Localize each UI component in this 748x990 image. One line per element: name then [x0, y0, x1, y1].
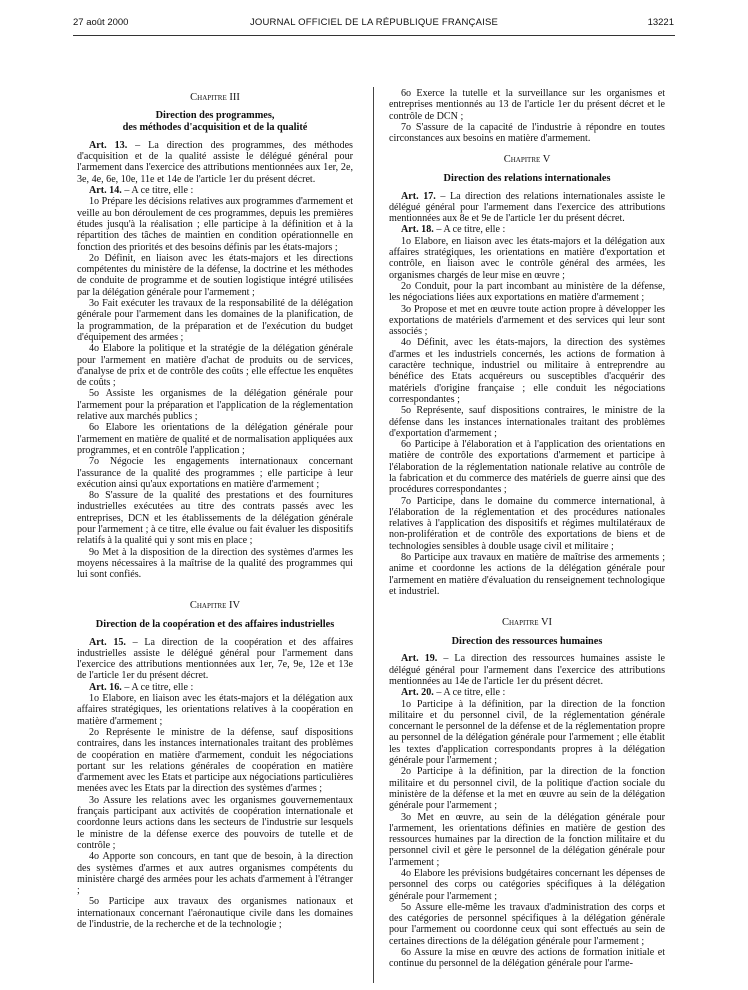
list-item: 5o Assure elle-même les travaux d'administration des corps et des catégories de personnel spécifiques à la délégation générale pour l'armement ou coordonne ceux qui sont effectués au sein de certaines directions de la délégation générale pour l'armement ;	[389, 901, 665, 947]
list-item: 4o Elabore les prévisions budgétaires concernant les dépenses de personnel des corps ou catégories spécifiques à la délégation générale pour l'armement ;	[389, 868, 665, 902]
section-title: Direction des ressources humaines	[451, 635, 603, 647]
article-label: Art. 20.	[401, 687, 434, 699]
list-item: 3o Met en œuvre, au sein de la délégation générale pour l'armement, les orientations définies en matière de gestion des ressources humaines par la direction de la fonction militaire et du personnel civil et gère le personnel de la délégation générale pour l'armement ;	[389, 811, 665, 868]
list-item: 2o Participe à la définition, par la direction de la fonction militaire et du personnel civil, de la politique d'action sociale du ministère de la défense et la met en œuvre au sein de la délégation générale pour l'armement ;	[389, 766, 665, 812]
article-label: Art. 18.	[401, 224, 434, 236]
article-paragraph	[389, 687, 665, 698]
list-item: 1o Elabore, en liaison avec les états-majors et la délégation aux affaires stratégiques, les orientations en matière d'exportation et contrôle, en liaison avec le contrôle général des armées, les organismes chargés de leur mise en œuvre ;	[389, 235, 665, 281]
list-item: 6o Assure la mise en œuvre des actions de formation initiale et continue du personnel de la délégation générale pour l'arme-	[389, 947, 665, 970]
left-column	[77, 88, 353, 930]
list-item: 2o Conduit, pour la part incombant au ministère de la défense, les négociations liées aux exportations en matière d'armement ;	[389, 280, 665, 304]
list-item: 4o Elabore la politique et la stratégie de la délégation générale pour l'armement en matière d'achat de produits ou de services, d'analyse de prix et de contrôle des coûts ; elle effectue les enquêtes de coûts ;	[77, 343, 353, 389]
article-text: – La direction des ressources humaines assiste le délégué général pour l'armement dans l'exercice des attributions mentionnées au 14e de l'article 1er du présent décret.	[389, 653, 665, 687]
list-item: 1o Participe à la définition, par la direction de la fonction militaire et du personnel civil, de la réglementation générale concernant le personnel de la défense et de la réglementation propre au personnel de la délégation générale pour l'armement ; elle établit les textes d'application correspondants propres à la délégation générale pour l'armement ;	[389, 698, 665, 767]
page-number: 13221	[647, 17, 674, 28]
article-label: Art. 13.	[89, 139, 128, 151]
list-item: 1o Prépare les décisions relatives aux programmes d'armement et veille au bon déroulement de ces programmes, depuis les premières études jusqu'à la réalisation ; elle participe à la définition et à la répartition des tâches de maintien en condition opérationnelle en fonction des priorités et des besoins définis par les états-majors ;	[77, 196, 353, 253]
article-paragraph	[389, 653, 665, 687]
article-label: Art. 15.	[89, 636, 126, 648]
list-item: 8o S'assure de la qualité des prestations et des fournitures industrielles exécutées au titre des contrats passés avec les entreprises, DCN et les établissements de la délégation générale pour l'armement ; à ce titre, elle évalue ou fait évaluer les dispositifs relatifs à la qualité qui y sont mis en place ;	[77, 490, 353, 547]
list-item: 3o Fait exécuter les travaux de la responsabilité de la délégation générale pour l'armement dans les domaines de la planification, de la programmation, de la préparation et de l'exécution du budget d'équipement des armées ;	[77, 298, 353, 343]
article-label: Art. 14.	[89, 185, 122, 197]
article-paragraph	[77, 185, 353, 196]
article-text: – A ce titre, elle :	[121, 681, 194, 693]
page-header	[0, 0, 748, 44]
list-item: 6o Exerce la tutelle et la surveillance sur les organismes et entreprises mentionnés au 13 de l'article 1er du présent décret et le contrôle de DCN ;	[389, 88, 665, 122]
list-item: 3o Assure les relations avec les organismes gouvernementaux français participant aux activités de coopération internationale et coordonne leurs actions dans les secteurs de l'industrie sur lesquels le ministre de la défense exerce des pouvoirs de tutelle et de contrôle ;	[77, 794, 353, 851]
section-title: Direction des relations internationales	[443, 172, 611, 184]
section-title	[77, 110, 353, 134]
list-item: 2o Définit, en liaison avec les états-majors et les directions compétentes du ministère de la défense, la doctrine et les méthodes de conduite de programme et de soutien logistique intégré utilisées par la délégation générale pour l'armement ;	[77, 252, 353, 298]
article-text: – A ce titre, elle :	[433, 224, 506, 236]
list-item: 9o Met à la disposition de la direction des systèmes d'armes les moyens nécessaires à la maîtrise de la qualité des programmes qui lui sont confiés.	[77, 546, 353, 581]
article-text: – A ce titre, elle :	[433, 687, 506, 699]
article-paragraph	[77, 682, 353, 693]
article-label: Art. 19.	[401, 653, 438, 665]
header-rule	[73, 35, 675, 36]
article-text: – A ce titre, elle :	[121, 185, 194, 197]
column-divider	[373, 87, 374, 983]
article-text: – La direction de la coopération et des affaires industrielles assiste le délégué général pour l'armement dans l'exercice des attributions mentionnées aux 1er, 7e, 9e, 12e et 13e de l'article 1er du présent décret.	[77, 636, 353, 682]
section-title-line: des méthodes d'acquisition et de la qualité	[122, 122, 308, 134]
list-item: 5o Assiste les organismes de la délégation générale pour l'armement pour la préparation et l'application de la réglementation relative aux marchés publics ;	[77, 388, 353, 423]
list-item: 6o Elabore les orientations de la délégation générale pour l'armement en matière de qualité et de normalisation appliquées aux programmes, et en contrôle l'application ;	[77, 422, 353, 456]
list-item: 4o Définit, avec les états-majors, la direction des systèmes d'armes et les industriels concernés, les actions de formation à caractère technique, industriel ou militaire à entreprendre au bénéfice des Etats acquéreurs ou susceptibles d'acquérir des matériels d'origine française ; elle conduit les négociations correspondantes ;	[389, 337, 665, 405]
section-title-line: Direction des programmes,	[155, 110, 275, 122]
list-item: 6o Participe à l'élaboration et à l'application des orientations en matière de contrôle des exportations d'armement et participe à l'élaboration de la réglementation nationale relative au contrôle de la fabrication et du commerce des matériels de guerre ainsi que des procédures correspondantes ;	[389, 439, 665, 496]
list-item: 4o Apporte son concours, en tant que de besoin, à la direction des systèmes d'armes et aux autres organismes compétents du ministère chargé des armées pour les achats d'armement à l'étranger ;	[77, 851, 353, 897]
article-text: – La direction des programmes, des méthodes d'acquisition et de la qualité assiste le délégué général pour l'armement dans l'exercice des attributions mentionnées aux 1er, 2e, 3e, 4e, 6e, 10e, 11e et 14e de l'article 1er du présent décret.	[77, 139, 353, 185]
list-item: 3o Propose et met en œuvre toute action propre à développer les exportations de matériels d'armement et des services qui leur sont associés ;	[389, 303, 665, 338]
right-column	[389, 88, 665, 970]
list-item: 8o Participe aux travaux en matière de maîtrise des armements ; anime et coordonne les actions de la délégation générale pour l'armement en matière d'évaluation du renseignement technologique et industriel.	[389, 552, 665, 597]
article-paragraph	[389, 224, 665, 235]
article-paragraph	[389, 191, 665, 225]
article-paragraph	[77, 637, 353, 682]
list-item: 1o Elabore, en liaison avec les états-majors et la délégation aux affaires stratégiques, les orientations relatives à la coopération en matière d'armement ;	[77, 693, 353, 727]
chapter-heading: Chapitre IV	[189, 600, 241, 612]
section-title: Direction de la coopération et des affaires industrielles	[95, 618, 335, 630]
journal-title: JOURNAL OFFICIEL DE LA RÉPUBLIQUE FRANÇAISE	[249, 17, 499, 28]
list-item: 2o Représente le ministre de la défense, sauf dispositions contraires, dans les instances internationales traitant des problèmes de coopération en matière d'armement, conduit les négociations portant sur les relations générales de coopération en matière d'armement avec les Etats et participe aux négociations particulières menées avec les Etats par la direction des systèmes d'armes ;	[77, 726, 353, 795]
list-item: 5o Participe aux travaux des organismes nationaux et internationaux concernant l'aéronautique civile dans les domaines de l'industrie, de la recherche et de la technologie ;	[77, 896, 353, 930]
article-paragraph	[77, 140, 353, 185]
chapter-heading: Chapitre V	[503, 154, 551, 166]
list-item: 7o S'assure de la capacité de l'industrie à répondre en toutes circonstances aux besoins en matière d'armement.	[389, 121, 665, 145]
list-item: 5o Représente, sauf dispositions contraires, le ministre de la défense dans les instances internationales traitant des problèmes d'exportation d'armement ;	[389, 405, 665, 439]
chapter-heading: Chapitre VI	[501, 617, 553, 629]
chapter-heading: Chapitre III	[190, 92, 240, 103]
issue-date: 27 août 2000	[73, 17, 129, 28]
article-label: Art. 16.	[89, 681, 122, 693]
article-label: Art. 17.	[401, 190, 436, 202]
list-item: 7o Participe, dans le domaine du commerce international, à l'élaboration de la réglementation et des procédures nationales relatives à l'application des dispositifs et régimes multilatéraux de non-prolifération et de contrôle des exportations de biens et de technologies sensibles à double usage civil et militaire ;	[389, 495, 665, 552]
article-text: – La direction des relations internationales assiste le délégué général pour l'armement dans l'exercice des attributions mentionnées aux 8e et 9e de l'article 1er du présent décret.	[389, 190, 666, 225]
list-item: 7o Négocie les engagements internationaux concernant l'assurance de la qualité des programmes ; elle participe à leur exécution ainsi qu'aux exportations en matière d'armement ;	[77, 456, 353, 490]
